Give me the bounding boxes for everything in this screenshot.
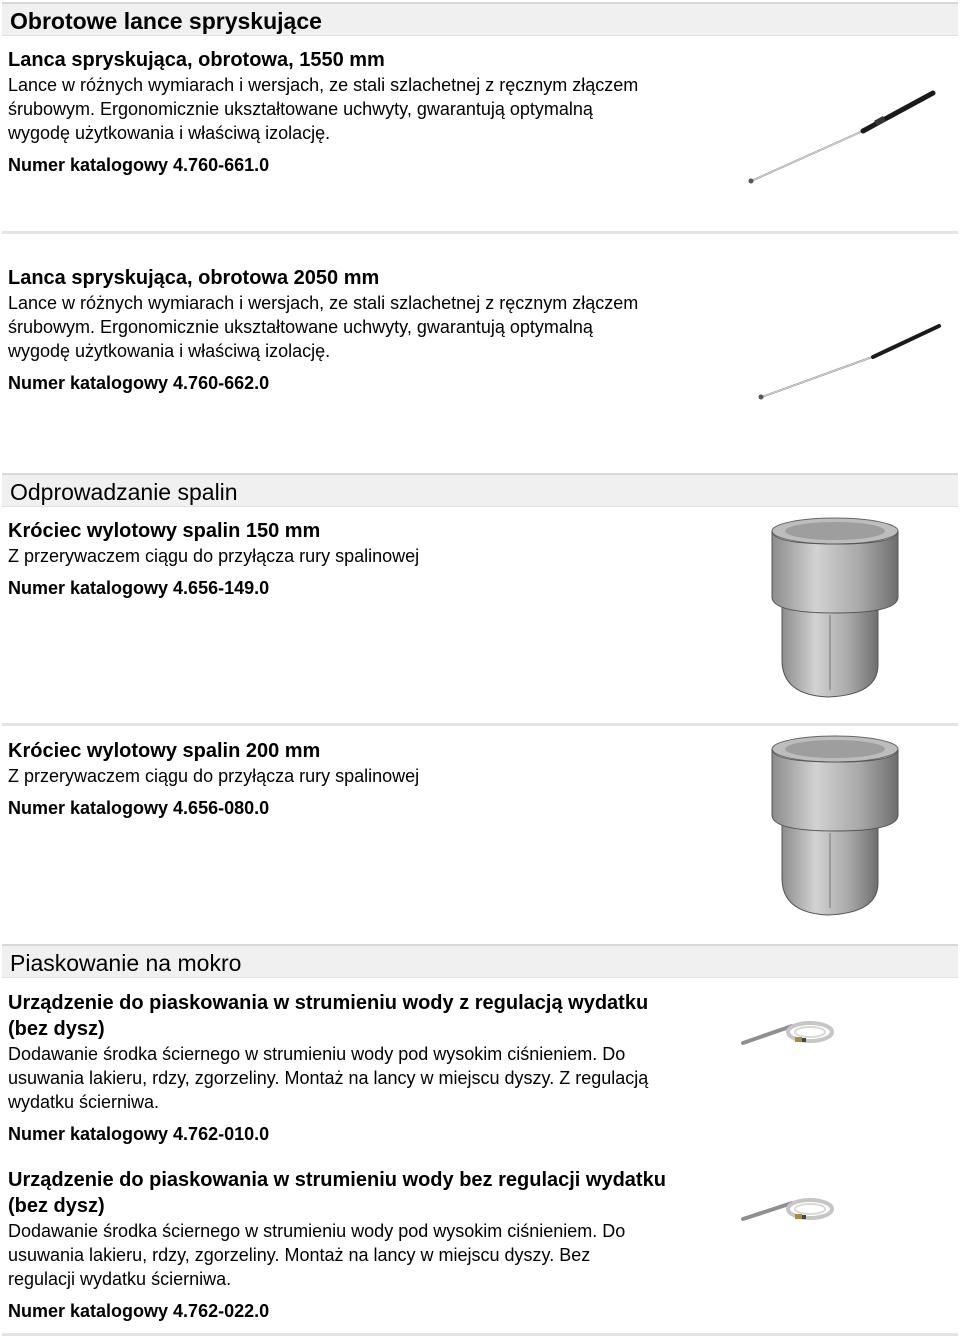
catalog-number: Numer katalogowy 4.762-010.0 — [8, 1124, 270, 1144]
catalog-number: Numer katalogowy 4.656-080.0 — [8, 798, 270, 818]
product-desc-line-3: wydatku ścierniwa. — [8, 1092, 160, 1112]
catalog-number: Numer katalogowy 4.760-662.0 — [8, 373, 270, 393]
product-desc-line-1: Dodawanie środka ściernego w strumieniu wody pod wysokim ciśnieniem. Do — [8, 1221, 626, 1241]
product-exhaust-150 — [8, 518, 728, 600]
product-desc-line-3: wygodę użytkowania i właściwą izolację. — [8, 341, 331, 361]
product-lance-2050 — [8, 265, 728, 395]
catalog-number: Numer katalogowy 4.760-661.0 — [8, 155, 270, 175]
product-desc-line-3: wygodę użytkowania i właściwą izolację. — [8, 123, 331, 143]
divider — [2, 723, 958, 726]
product-lance-1550 — [8, 47, 728, 177]
product-desc-line-2: śrubowym. Ergonomicznie ukształtowane uchwyty, gwarantują optymalną — [8, 99, 593, 119]
sandblasting-kit-icon — [740, 1193, 840, 1231]
product-sandblast-regulated — [8, 990, 728, 1146]
product-desc-line-2: usuwania lakieru, rdzy, zgorzeliny. Montaż na lancy w miejscu dyszy. Bez — [8, 1245, 591, 1265]
product-desc-line-1: Dodawanie środka ściernego w strumieniu wody pod wysokim ciśnieniem. Do — [8, 1044, 626, 1064]
product-title: Króciec wylotowy spalin 200 mm — [8, 740, 321, 762]
exhaust-pipe-icon — [768, 733, 908, 918]
catalog-number: Numer katalogowy 4.656-149.0 — [8, 578, 270, 598]
product-desc-line-1: Z przerywaczem ciągu do przyłącza rury spalinowej — [8, 546, 420, 566]
product-title-line-2: (bez dysz) — [8, 1018, 105, 1040]
section-header-spray-lances — [2, 2, 958, 36]
product-title-line-1: Urządzenie do piaskowania w strumieniu wody bez regulacji wydatku — [8, 1169, 666, 1191]
product-desc-line-2: usuwania lakieru, rdzy, zgorzeliny. Montaż na lancy w miejscu dyszy. Z regulacją — [8, 1068, 649, 1088]
exhaust-pipe-icon — [768, 515, 908, 700]
spray-lance-icon — [745, 85, 940, 190]
section-header-exhaust — [2, 473, 958, 507]
product-title: Lanca spryskująca, obrotowa, 1550 mm — [8, 49, 385, 71]
product-desc-line-2: śrubowym. Ergonomicznie ukształtowane uchwyty, gwarantują optymalną — [8, 317, 593, 337]
sandblasting-kit-icon — [740, 1015, 840, 1055]
section-title: Obrotowe lance spryskujące — [10, 8, 322, 34]
divider — [2, 1333, 958, 1336]
spray-lance-icon — [755, 318, 945, 406]
product-title-line-1: Urządzenie do piaskowania w strumieniu wody z regulacją wydatku — [8, 992, 649, 1014]
product-desc-line-1: Lance w różnych wymiarach i wersjach, ze stali szlachetnej z ręcznym złączem — [8, 293, 639, 313]
product-exhaust-200 — [8, 738, 728, 820]
catalog-number: Numer katalogowy 4.762-022.0 — [8, 1301, 270, 1321]
product-desc-line-3: regulacji wydatku ścierniwa. — [8, 1269, 232, 1289]
product-title: Króciec wylotowy spalin 150 mm — [8, 520, 321, 542]
section-title: Piaskowanie na mokro — [10, 950, 242, 976]
divider — [2, 231, 958, 234]
section-title: Odprowadzanie spalin — [10, 479, 238, 505]
product-title: Lanca spryskująca, obrotowa 2050 mm — [8, 267, 380, 289]
product-title-line-2: (bez dysz) — [8, 1195, 105, 1217]
product-desc-line-1: Lance w różnych wymiarach i wersjach, ze stali szlachetnej z ręcznym złączem — [8, 75, 639, 95]
product-sandblast-unregulated — [8, 1167, 728, 1323]
section-header-wet-sandblasting — [2, 944, 958, 978]
product-desc-line-1: Z przerywaczem ciągu do przyłącza rury spalinowej — [8, 766, 420, 786]
